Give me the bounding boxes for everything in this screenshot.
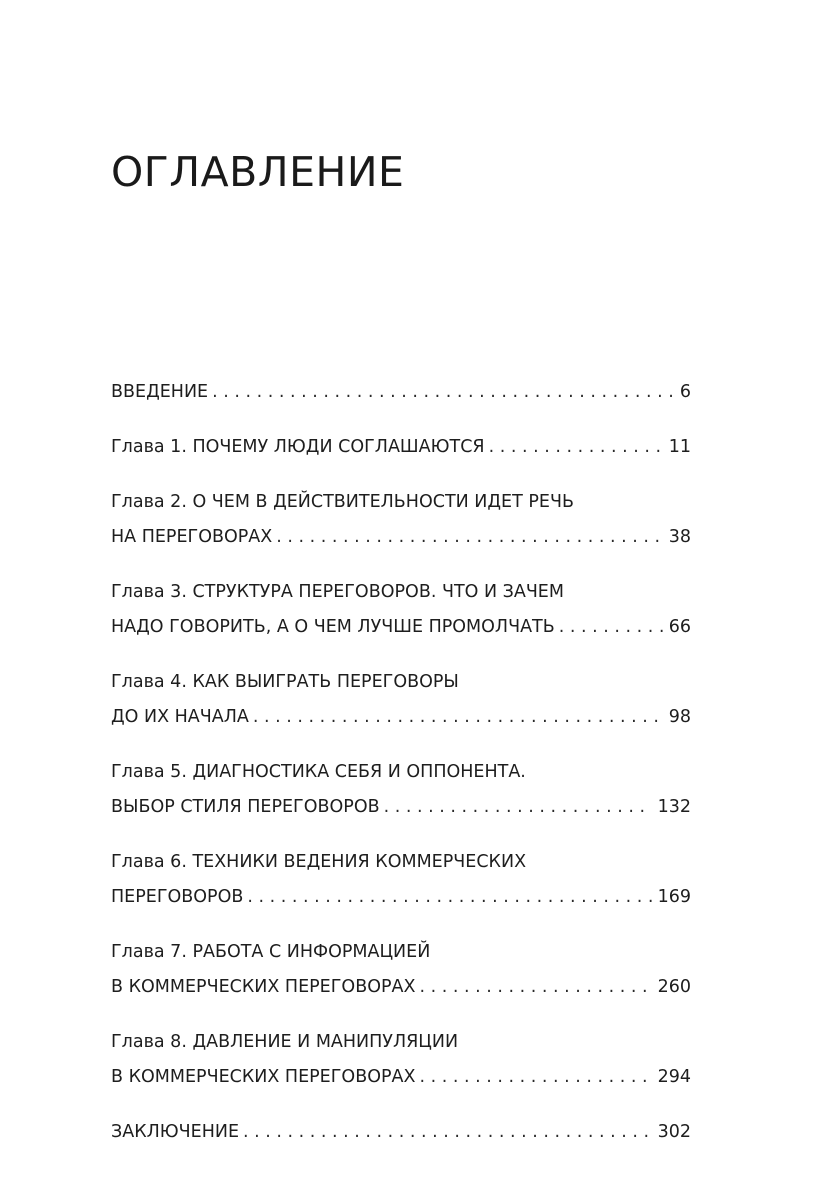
toc-entry-title-line: В КОММЕРЧЕСКИХ ПЕРЕГОВОРАХ — [111, 1067, 416, 1087]
toc-entry[interactable] — [111, 575, 691, 645]
toc-entry-title-line: ДО ИХ НАЧАЛА — [111, 707, 249, 727]
toc-entry[interactable] — [111, 375, 691, 410]
toc-entry-row — [111, 970, 691, 1005]
toc-page-number: 11 — [668, 437, 691, 457]
dot-leader — [212, 375, 674, 410]
toc-entry-title-line: ВВЕДЕНИЕ — [111, 382, 209, 402]
toc-entry-row — [111, 520, 691, 555]
toc-entry-title-line: Глава 4. КАК ВЫИГРАТЬ ПЕРЕГОВОРЫ — [111, 672, 459, 692]
toc-entry-title-line: ВЫБОР СТИЛЯ ПЕРЕГОВОРОВ — [111, 797, 380, 817]
toc-entry-title-line: Глава 2. О ЧЕМ В ДЕЙСТВИТЕЛЬНОСТИ ИДЕТ РЕЧЬ — [111, 492, 574, 512]
toc-entry-row — [111, 375, 691, 410]
toc-entry-title-line: НАДО ГОВОРИТЬ, А О ЧЕМ ЛУЧШЕ ПРОМОЛЧАТЬ — [111, 617, 555, 637]
dot-leader — [247, 880, 651, 915]
toc-entry-title-line: Глава 8. ДАВЛЕНИЕ И МАНИПУЛЯЦИИ — [111, 1032, 459, 1052]
toc-page-number: 6 — [679, 382, 691, 402]
toc-entry[interactable] — [111, 430, 691, 465]
toc-entry-row — [111, 880, 691, 915]
toc-page-number: 294 — [657, 1067, 691, 1087]
dot-leader — [253, 700, 663, 735]
toc-entry-row — [111, 1115, 691, 1150]
toc-entry-title-line: Глава 5. ДИАГНОСТИКА СЕБЯ И ОППОНЕНТА. — [111, 762, 526, 782]
toc-entry-row — [111, 430, 691, 465]
toc-entry[interactable] — [111, 755, 691, 825]
toc-entry[interactable] — [111, 665, 691, 735]
toc-entry-title-line: ЗАКЛЮЧЕНИЕ — [111, 1122, 240, 1142]
toc-entry-row — [111, 790, 691, 825]
dot-leader — [559, 610, 663, 645]
toc-entry-title-line: Глава 6. ТЕХНИКИ ВЕДЕНИЯ КОММЕРЧЕСКИХ — [111, 852, 527, 872]
toc-entry[interactable] — [111, 485, 691, 555]
toc-entry[interactable] — [111, 1115, 691, 1150]
toc-entry-row — [111, 1060, 691, 1095]
dot-leader — [419, 970, 651, 1005]
toc-page-number: 66 — [668, 617, 691, 637]
dot-leader — [489, 430, 663, 465]
dot-leader — [243, 1115, 652, 1150]
dot-leader — [419, 1060, 651, 1095]
toc-page-number: 98 — [668, 707, 691, 727]
toc-entry[interactable] — [111, 845, 691, 915]
toc-entry[interactable] — [111, 1025, 691, 1095]
toc-entry-title-line: ПЕРЕГОВОРОВ — [111, 887, 244, 907]
toc-page-number: 132 — [657, 797, 691, 817]
toc-entry-title-line: В КОММЕРЧЕСКИХ ПЕРЕГОВОРАХ — [111, 977, 416, 997]
toc-entry-row — [111, 610, 691, 645]
toc-page-number: 169 — [657, 887, 691, 907]
toc-page-number: 38 — [668, 527, 691, 547]
toc-entry-title-line: НА ПЕРЕГОВОРАХ — [111, 527, 273, 547]
page-title: ОГЛАВЛЕНИЕ — [111, 148, 405, 196]
toc-entry-title-line: Глава 7. РАБОТА С ИНФОРМАЦИЕЙ — [111, 942, 431, 962]
dot-leader — [276, 520, 662, 555]
toc-page-number: 260 — [657, 977, 691, 997]
toc-entry-title-line: Глава 3. СТРУКТУРА ПЕРЕГОВОРОВ. ЧТО И ЗАЧЕМ — [111, 582, 564, 602]
toc-entry-row — [111, 700, 691, 735]
table-of-contents — [111, 375, 691, 1170]
dot-leader — [384, 790, 652, 825]
toc-entry-title-line: Глава 1. ПОЧЕМУ ЛЮДИ СОГЛАШАЮТСЯ — [111, 437, 485, 457]
toc-page-number: 302 — [657, 1122, 691, 1142]
toc-entry[interactable] — [111, 935, 691, 1005]
